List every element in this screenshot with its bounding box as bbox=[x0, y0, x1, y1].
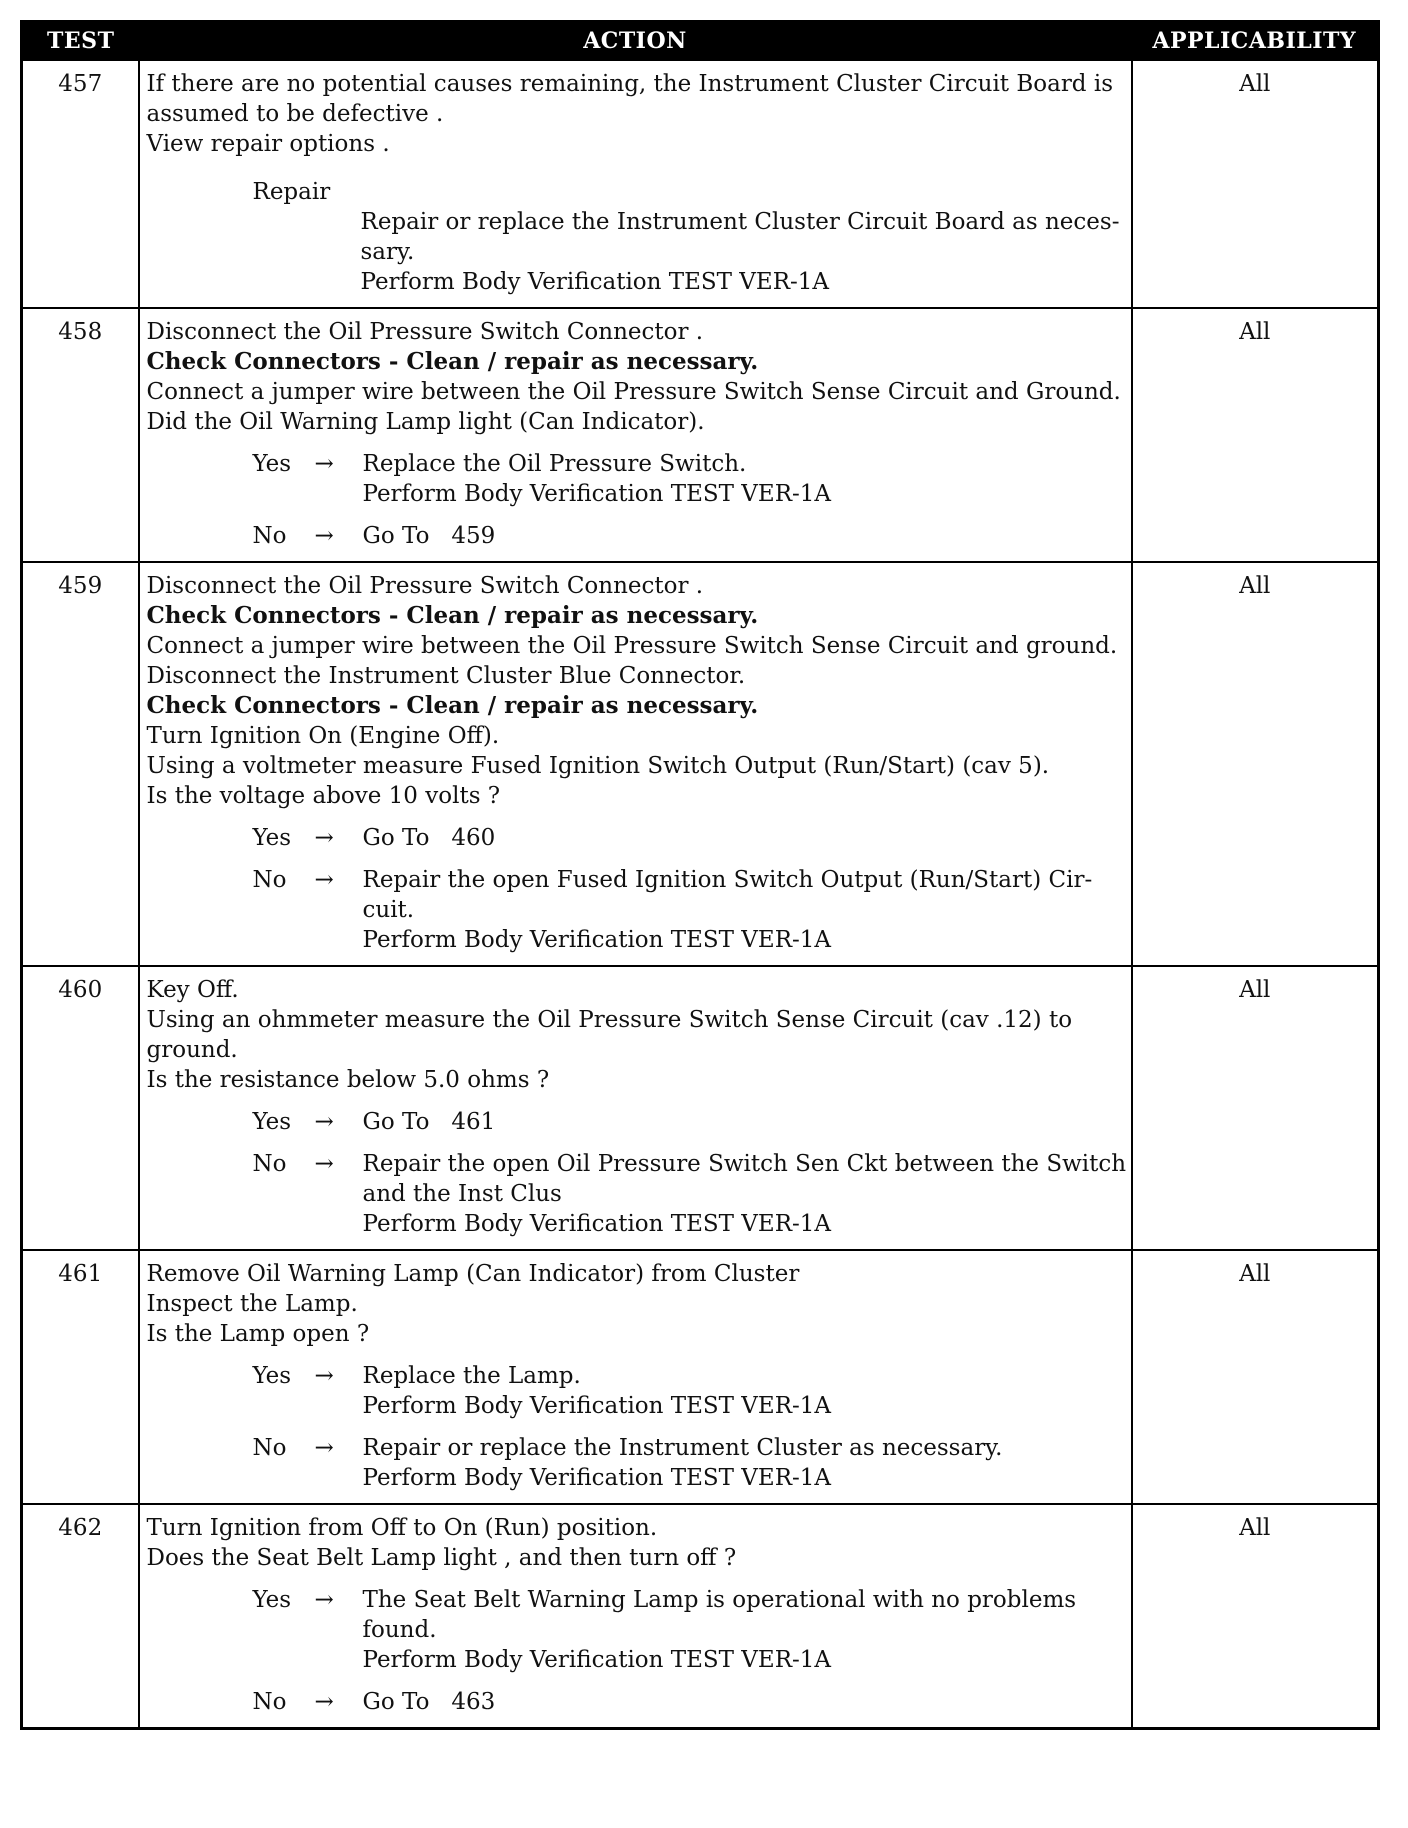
no-outcome bbox=[147, 521, 1123, 551]
repair-line: sary. bbox=[360, 239, 415, 265]
outcome-line: Perform Body Verification TEST VER-1A bbox=[362, 1211, 832, 1237]
yes-label: Yes bbox=[252, 1109, 292, 1135]
no-outcome bbox=[147, 1433, 1123, 1493]
arrow-icon: → bbox=[314, 1151, 334, 1177]
action-line: ground. bbox=[146, 1037, 238, 1063]
applicability-value: All bbox=[1132, 966, 1379, 1250]
action-line: Is the voltage above 10 volts ? bbox=[146, 783, 501, 809]
outcome-line: Repair or replace the Instrument Cluster as necessary. bbox=[362, 1435, 1003, 1461]
action-line: Connect a jumper wire between the Oil Pressure Switch Sense Circuit and ground. bbox=[146, 633, 1118, 659]
arrow-icon: → bbox=[314, 1363, 334, 1389]
header-action: ACTION bbox=[139, 22, 1132, 61]
applicability-value: All bbox=[1132, 1250, 1379, 1504]
test-number: 459 bbox=[22, 562, 139, 966]
applicability-value: All bbox=[1132, 562, 1379, 966]
arrow-icon: → bbox=[314, 1587, 334, 1613]
diagnostic-table bbox=[20, 20, 1380, 1730]
repair-line: Repair or replace the Instrument Cluster Circuit Board as neces- bbox=[360, 209, 1120, 235]
table-row bbox=[22, 562, 1379, 966]
outcome-line: Perform Body Verification TEST VER-1A bbox=[362, 481, 832, 507]
yes-label: Yes bbox=[252, 1363, 292, 1389]
yes-outcome bbox=[147, 449, 1123, 509]
outcome-line: Perform Body Verification TEST VER-1A bbox=[362, 1393, 832, 1419]
yes-label: Yes bbox=[252, 1587, 292, 1613]
test-number: 461 bbox=[22, 1250, 139, 1504]
outcome-line: The Seat Belt Warning Lamp is operational with no problems bbox=[362, 1587, 1077, 1613]
outcome-line: Replace the Oil Pressure Switch. bbox=[362, 451, 747, 477]
outcome-line: and the Inst Clus bbox=[362, 1181, 562, 1207]
action-cell bbox=[139, 966, 1132, 1250]
action-line: Connect a jumper wire between the Oil Pressure Switch Sense Circuit and Ground. bbox=[146, 379, 1121, 405]
outcome-line: found. bbox=[362, 1617, 437, 1643]
action-cell bbox=[139, 1504, 1132, 1729]
arrow-icon: → bbox=[314, 867, 334, 893]
action-cell bbox=[139, 562, 1132, 966]
action-line: View repair options . bbox=[146, 131, 390, 157]
applicability-value: All bbox=[1132, 308, 1379, 562]
table-row bbox=[22, 1250, 1379, 1504]
action-line: If there are no potential causes remaining, the Instrument Cluster Circuit Board is bbox=[146, 71, 1114, 97]
action-line: Disconnect the Oil Pressure Switch Connector . bbox=[146, 573, 704, 599]
no-label: No bbox=[252, 523, 287, 549]
yes-outcome bbox=[147, 823, 1123, 853]
action-cell bbox=[139, 1250, 1132, 1504]
repair-line: Perform Body Verification TEST VER-1A bbox=[360, 269, 830, 295]
arrow-icon: → bbox=[314, 451, 334, 477]
action-line-bold: Check Connectors - Clean / repair as necessary. bbox=[146, 602, 759, 629]
action-line: Does the Seat Belt Lamp light , and then turn off ? bbox=[146, 1545, 737, 1571]
outcome-line: Go To 463 bbox=[362, 1689, 496, 1715]
repair-label: Repair bbox=[252, 179, 331, 205]
yes-outcome bbox=[147, 1585, 1123, 1675]
no-label: No bbox=[252, 1689, 287, 1715]
outcome-line: Go To 459 bbox=[362, 523, 496, 549]
outcome-line: Replace the Lamp. bbox=[362, 1363, 581, 1389]
table-header-row bbox=[22, 22, 1379, 61]
yes-outcome bbox=[147, 1361, 1123, 1421]
outcome-line: Perform Body Verification TEST VER-1A bbox=[362, 927, 832, 953]
outcome-line: Repair the open Oil Pressure Switch Sen Ckt between the Switch bbox=[362, 1151, 1127, 1177]
no-label: No bbox=[252, 1435, 287, 1461]
no-outcome bbox=[147, 865, 1123, 955]
test-number: 458 bbox=[22, 308, 139, 562]
yes-label: Yes bbox=[252, 451, 292, 477]
action-line: Using a voltmeter measure Fused Ignition Switch Output (Run/Start) (cav 5). bbox=[146, 753, 1050, 779]
outcome-line: Perform Body Verification TEST VER-1A bbox=[362, 1647, 832, 1673]
test-number: 460 bbox=[22, 966, 139, 1250]
no-label: No bbox=[252, 1151, 287, 1177]
action-line: Remove Oil Warning Lamp (Can Indicator) from Cluster bbox=[146, 1261, 800, 1287]
action-line: Turn Ignition from Off to On (Run) position. bbox=[146, 1515, 658, 1541]
action-line: Key Off. bbox=[146, 977, 239, 1003]
action-line: Disconnect the Instrument Cluster Blue Connector. bbox=[146, 663, 746, 689]
yes-outcome bbox=[147, 1107, 1123, 1137]
applicability-value: All bbox=[1132, 1504, 1379, 1729]
action-line: Did the Oil Warning Lamp light (Can Indicator). bbox=[146, 409, 705, 435]
outcome-line: Repair the open Fused Ignition Switch Output (Run/Start) Cir- bbox=[362, 867, 1093, 893]
action-line: assumed to be defective . bbox=[146, 101, 444, 127]
outcome-line: Go To 460 bbox=[362, 825, 496, 851]
action-line: Turn Ignition On (Engine Off). bbox=[146, 723, 500, 749]
action-line: Inspect the Lamp. bbox=[146, 1291, 358, 1317]
action-line-bold: Check Connectors - Clean / repair as necessary. bbox=[146, 692, 759, 719]
outcome-line: cuit. bbox=[362, 897, 415, 923]
table-row bbox=[22, 308, 1379, 562]
header-applicability: APPLICABILITY bbox=[1132, 22, 1379, 61]
action-line: Is the resistance below 5.0 ohms ? bbox=[146, 1067, 550, 1093]
no-outcome bbox=[147, 1149, 1127, 1239]
table-row bbox=[22, 966, 1379, 1250]
test-number: 462 bbox=[22, 1504, 139, 1729]
action-cell bbox=[139, 60, 1132, 308]
outcome-line: Go To 461 bbox=[362, 1109, 496, 1135]
action-line: Disconnect the Oil Pressure Switch Connector . bbox=[146, 319, 704, 345]
header-test: TEST bbox=[22, 22, 139, 61]
action-line: Using an ohmmeter measure the Oil Pressure Switch Sense Circuit (cav .12) to bbox=[146, 1007, 1073, 1033]
no-outcome bbox=[147, 1687, 1123, 1717]
arrow-icon: → bbox=[314, 1109, 334, 1135]
arrow-icon: → bbox=[314, 1689, 334, 1715]
table-row bbox=[22, 1504, 1379, 1729]
no-label: No bbox=[252, 867, 287, 893]
arrow-icon: → bbox=[314, 1435, 334, 1461]
applicability-value: All bbox=[1132, 60, 1379, 308]
arrow-icon: → bbox=[314, 523, 334, 549]
action-cell bbox=[139, 308, 1132, 562]
outcome-line: Perform Body Verification TEST VER-1A bbox=[362, 1465, 832, 1491]
test-number: 457 bbox=[22, 60, 139, 308]
table-row bbox=[22, 60, 1379, 308]
arrow-icon: → bbox=[314, 825, 334, 851]
action-line: Is the Lamp open ? bbox=[146, 1321, 370, 1347]
action-line-bold: Check Connectors - Clean / repair as necessary. bbox=[146, 348, 759, 375]
yes-label: Yes bbox=[252, 825, 292, 851]
